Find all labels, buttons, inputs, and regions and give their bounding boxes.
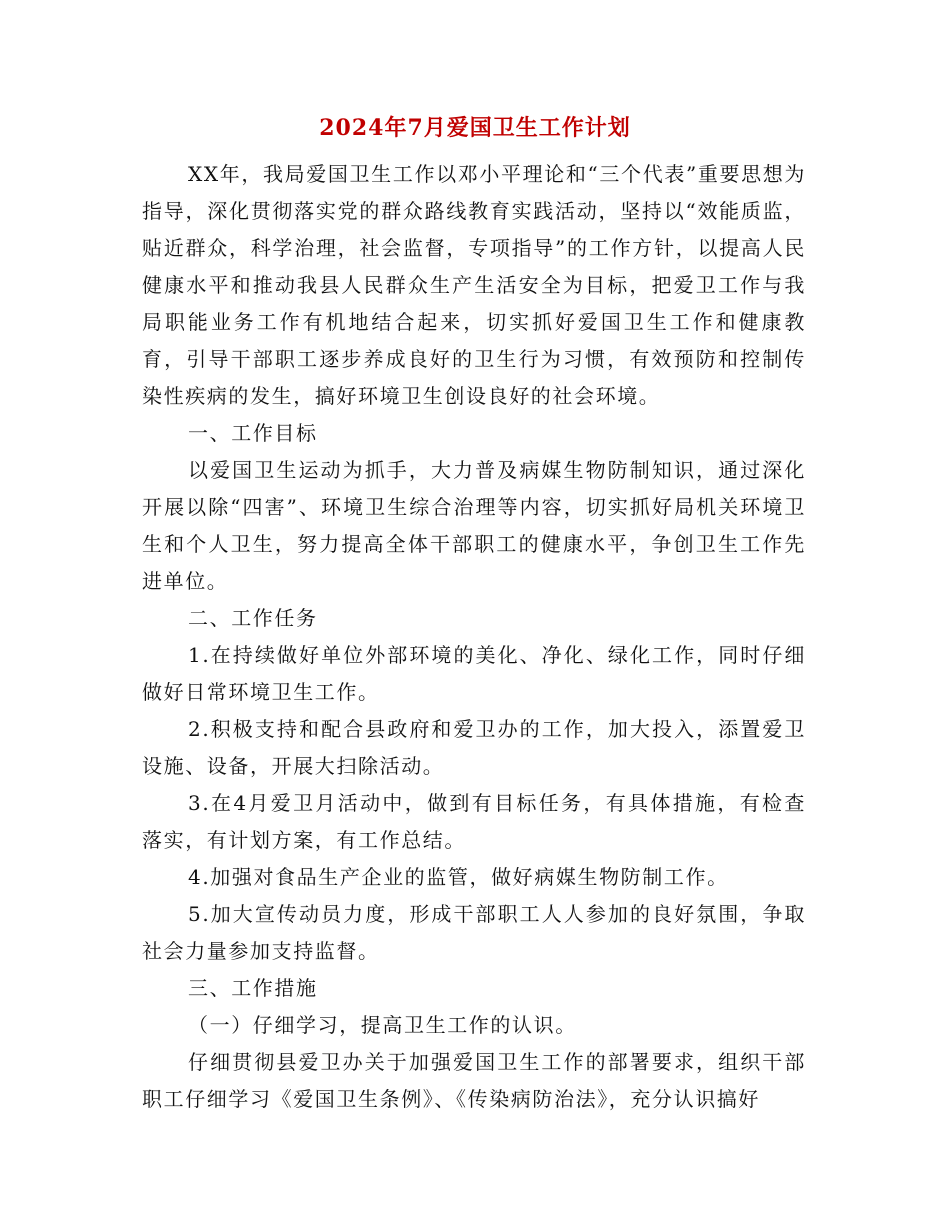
paragraph-study: 仔细贯彻县爱卫办关于加强爱国卫生工作的部署要求，组织干部职工仔细学习《爱国卫生条例》、《传染病防治法》，充分认识搞好 <box>142 1050 806 1111</box>
heading-work-measures: 三、工作措施 <box>188 976 318 1000</box>
heading-work-tasks: 二、工作任务 <box>188 606 318 630</box>
task-item-4: 4.加强对食品生产企业的监管，做好病媒生物防制工作。 <box>188 865 729 889</box>
task-item-2: 2.积极支持和配合县政府和爱卫办的工作，加大投入，添置爱卫设施、设备，开展大扫除活动。 <box>142 717 806 778</box>
task-item-1: 1.在持续做好单位外部环境的美化、净化、绿化工作，同时仔细做好日常环境卫生工作。 <box>142 643 806 704</box>
document-body <box>142 156 806 1118</box>
subheading-study: （一）仔细学习，提高卫生工作的认识。 <box>188 1013 577 1037</box>
paragraph-intro: XX年，我局爱国卫生工作以邓小平理论和“三个代表”重要思想为指导，深化贯彻落实党的群众路线教育实践活动，坚持以“效能质监，贴近群众，科学治理，社会监督，专项指导”的工作方针，以提高人民健康水平和推动我县人民群众生产生活安全为目标，把爱卫工作与我局职能业务工作有机地结合起来，切实抓好爱国卫生工作和健康教育，引导干部职工逐步养成良好的卫生行为习惯，有效预防和控制传染性疾病的发生，搞好环境卫生创设良好的社会环境。 <box>142 162 806 408</box>
heading-work-goals: 一、工作目标 <box>188 421 318 445</box>
paragraph-work-goals: 以爱国卫生运动为抓手，大力普及病媒生物防制知识，通过深化开展以除“四害”、环境卫生综合治理等内容，切实抓好局机关环境卫生和个人卫生，努力提高全体干部职工的健康水平，争创卫生工作先进单位。 <box>142 458 806 593</box>
task-item-5: 5.加大宣传动员力度，形成干部职工人人参加的良好氛围，争取社会力量参加支持监督。 <box>142 902 806 963</box>
document-title: 2024年7月爱国卫生工作计划 <box>319 115 631 141</box>
task-item-3: 3.在4月爱卫月活动中，做到有目标任务，有具体措施，有检查落实，有计划方案，有工作总结。 <box>142 791 806 852</box>
